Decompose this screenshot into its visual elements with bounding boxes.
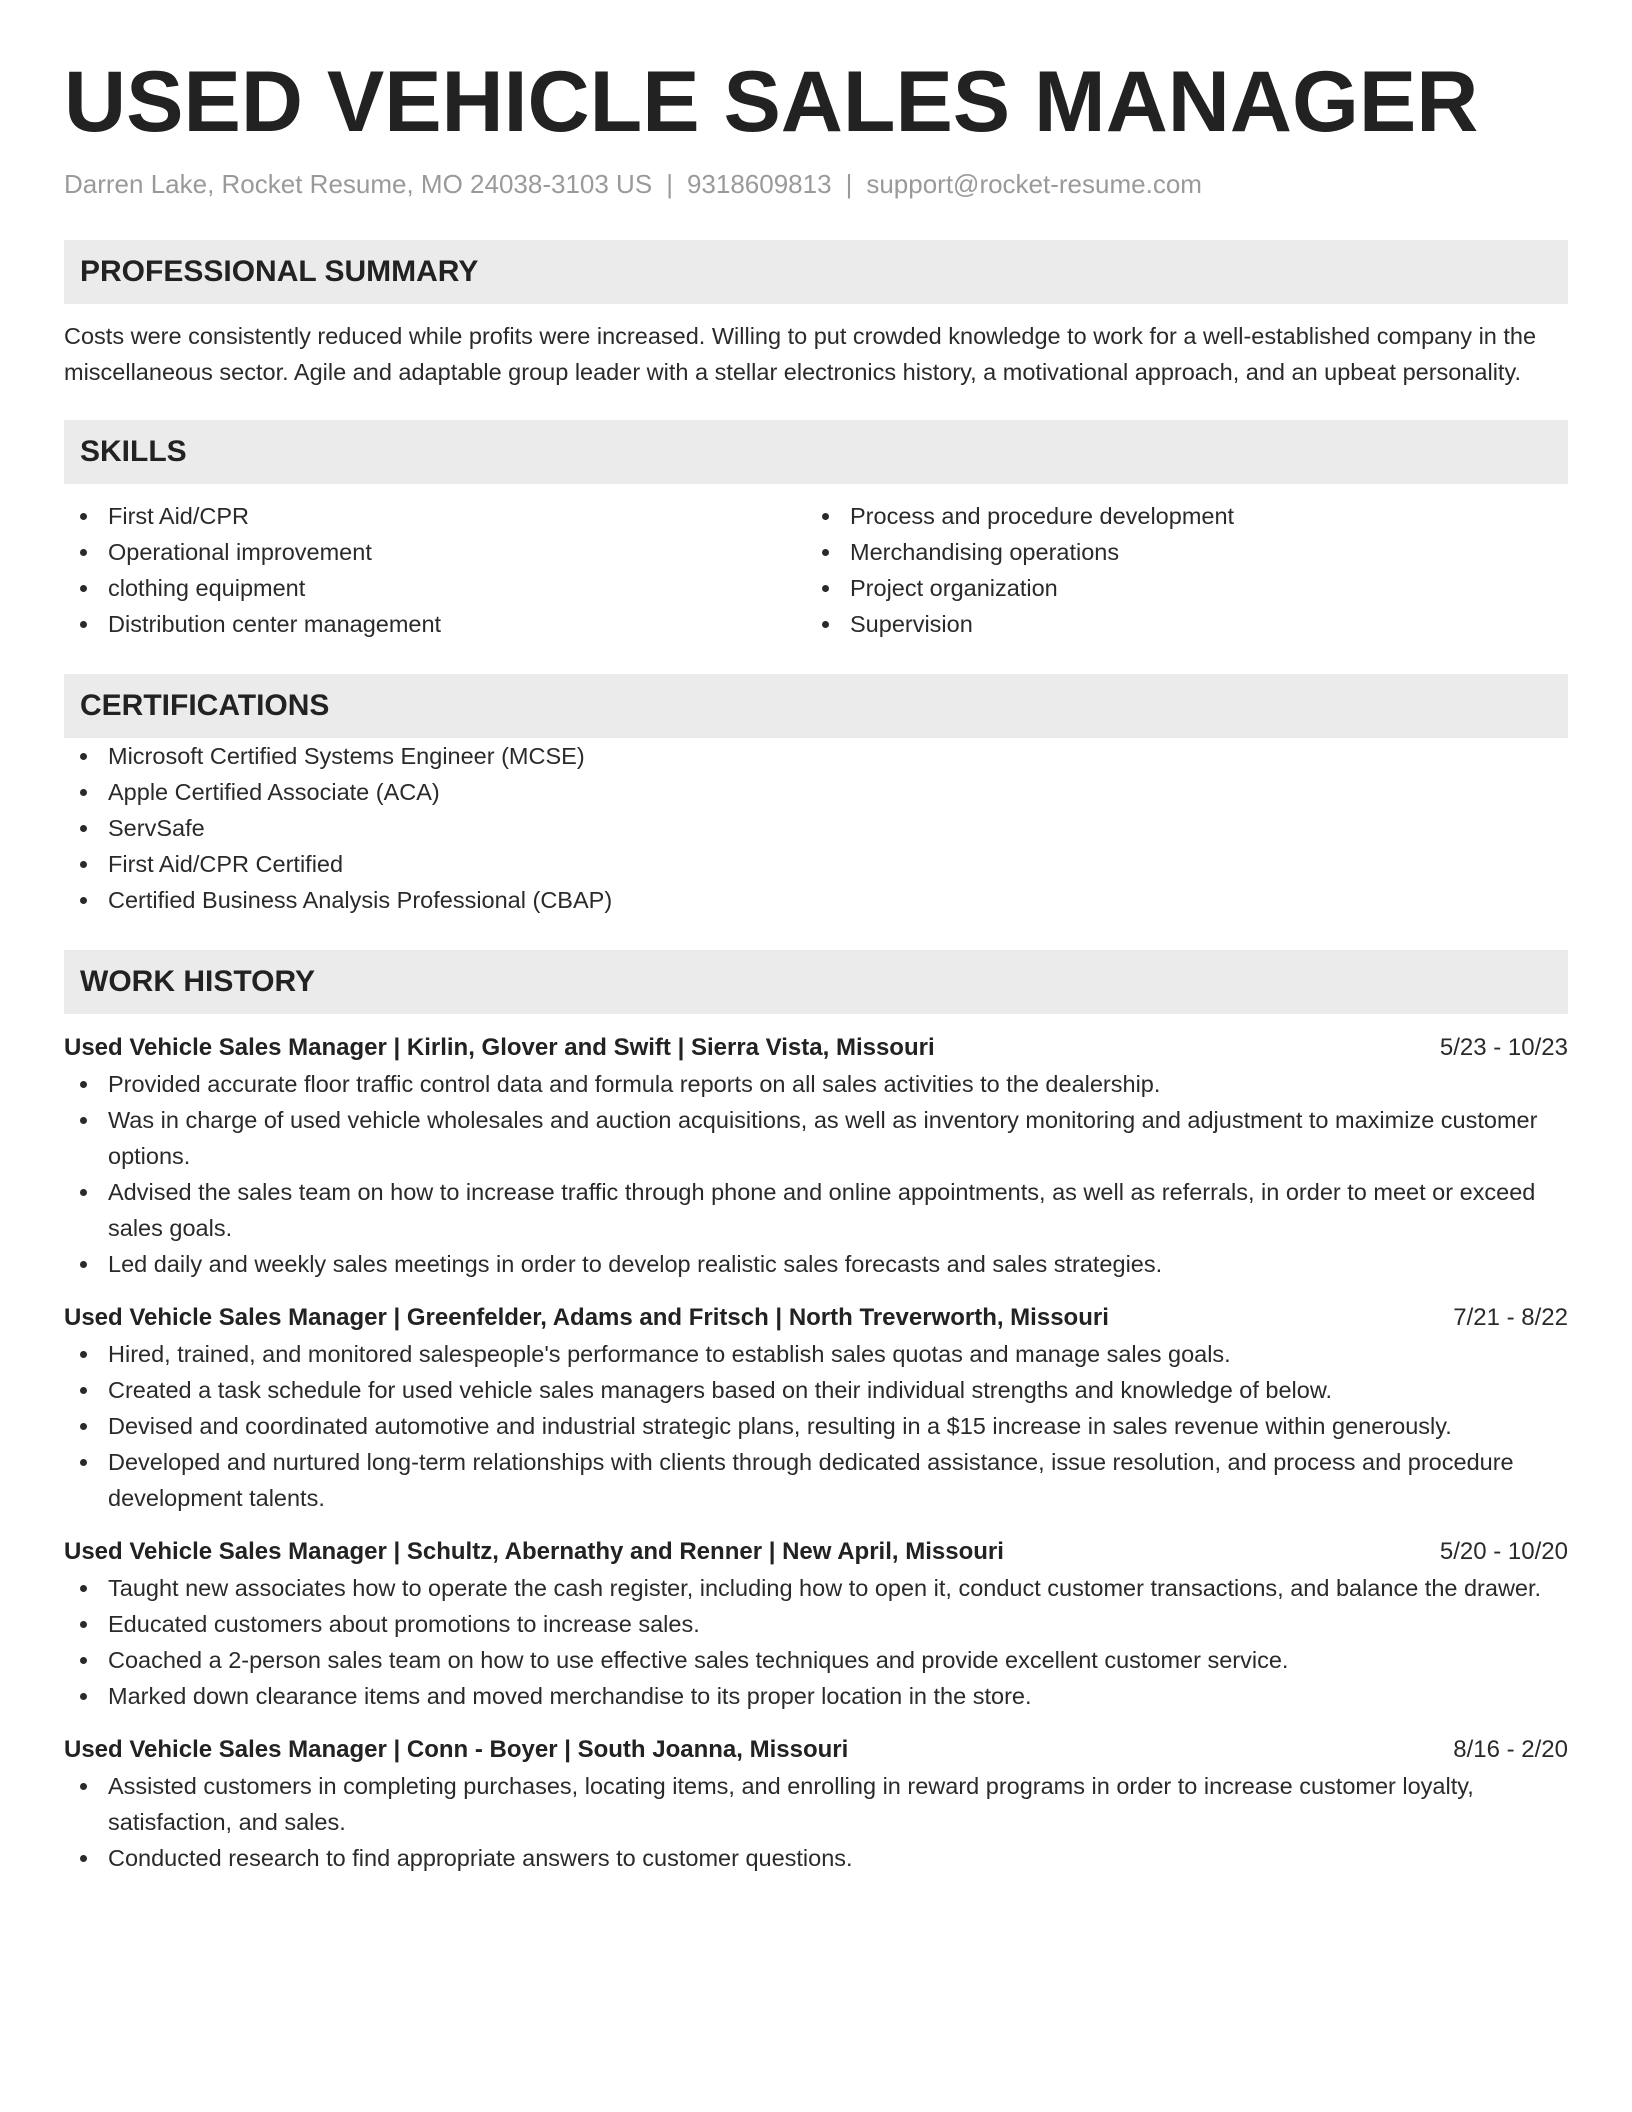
job-bullets [64, 1768, 1568, 1876]
job-bullet: Led daily and weekly sales meetings in order to develop realistic sales forecasts and sales strategies. [64, 1246, 1568, 1282]
skills-grid [64, 498, 1568, 642]
skill-item: Operational improvement [64, 534, 806, 570]
skill-item: Merchandising operations [806, 534, 1548, 570]
skill-item: clothing equipment [64, 570, 806, 606]
certification-item: First Aid/CPR Certified [64, 846, 1568, 882]
job-title: Used Vehicle Sales Manager | Kirlin, Glover and Swift | Sierra Vista, Missouri [64, 1034, 935, 1061]
work-history-heading: WORK HISTORY [64, 950, 1568, 1014]
resume-title: USED VEHICLE SALES MANAGER [64, 54, 1479, 150]
certification-item: ServSafe [64, 810, 1568, 846]
job-bullet: Created a task schedule for used vehicle sales managers based on their individual strengths and knowledge of below. [64, 1372, 1568, 1408]
skill-item: Project organization [806, 570, 1548, 606]
job-bullet: Conducted research to find appropriate answers to customer questions. [64, 1840, 1568, 1876]
job-dates: 7/21 - 8/22 [1453, 1304, 1568, 1331]
skills-list-left [64, 498, 806, 642]
contact-separator: | [666, 169, 673, 199]
skills-list-right [806, 498, 1548, 642]
job-bullet: Assisted customers in completing purchases, locating items, and enrolling in reward programs in order to increase customer loyalty, satisfaction, and sales. [64, 1768, 1568, 1840]
job-dates: 8/16 - 2/20 [1453, 1736, 1568, 1763]
summary-text: Costs were consistently reduced while profits were increased. Willing to put crowded knowledge to work for a well-established company in the miscellaneous sector. Agile and adaptable group leader with a stellar electronics history, a motivational approach, and an upbeat personality. [64, 323, 1537, 385]
job-header [64, 1030, 1568, 1066]
job-entry [64, 1534, 1568, 1714]
certification-item: Apple Certified Associate (ACA) [64, 774, 1568, 810]
contact-email: support@rocket-resume.com [866, 169, 1202, 199]
job-bullets [64, 1336, 1568, 1516]
summary-heading: PROFESSIONAL SUMMARY [64, 240, 1568, 304]
certifications-list [64, 738, 1568, 918]
job-header [64, 1300, 1568, 1336]
job-bullet: Taught new associates how to operate the cash register, including how to open it, conduct customer transactions, and balance the drawer. [64, 1570, 1568, 1606]
job-bullets [64, 1066, 1568, 1282]
job-title: Used Vehicle Sales Manager | Schultz, Abernathy and Renner | New April, Missouri [64, 1538, 1004, 1565]
job-dates: 5/20 - 10/20 [1439, 1538, 1568, 1565]
contact-address: Darren Lake, Rocket Resume, MO 24038-3103 US [64, 169, 653, 199]
job-bullet: Coached a 2-person sales team on how to use effective sales techniques and provide excellent customer service. [64, 1642, 1568, 1678]
certification-item: Microsoft Certified Systems Engineer (MCSE) [64, 738, 1568, 774]
job-entry [64, 1300, 1568, 1516]
certification-item: Certified Business Analysis Professional (CBAP) [64, 882, 1568, 918]
job-title: Used Vehicle Sales Manager | Conn - Boyer | South Joanna, Missouri [64, 1736, 849, 1763]
job-bullet: Was in charge of used vehicle wholesales and auction acquisitions, as well as inventory monitoring and adjustment to maximize customer options. [64, 1102, 1568, 1174]
job-bullet: Devised and coordinated automotive and industrial strategic plans, resulting in a $15 increase in sales revenue within generously. [64, 1408, 1568, 1444]
job-bullet: Educated customers about promotions to increase sales. [64, 1606, 1568, 1642]
contact-line [64, 166, 1568, 202]
skills-heading: SKILLS [64, 420, 1568, 484]
job-bullet: Developed and nurtured long-term relationships with clients through dedicated assistance, issue resolution, and process and procedure development talents. [64, 1444, 1568, 1516]
job-header [64, 1732, 1568, 1768]
skill-item: Distribution center management [64, 606, 806, 642]
contact-phone: 9318609813 [686, 169, 832, 199]
job-entry [64, 1030, 1568, 1282]
job-dates: 5/23 - 10/23 [1439, 1034, 1568, 1061]
job-entry [64, 1732, 1568, 1876]
skill-item: First Aid/CPR [64, 498, 806, 534]
skill-item: Supervision [806, 606, 1548, 642]
job-title: Used Vehicle Sales Manager | Greenfelder, Adams and Fritsch | North Treverworth, Missouri [64, 1304, 1109, 1331]
job-header [64, 1534, 1568, 1570]
job-bullets [64, 1570, 1568, 1714]
job-bullet: Marked down clearance items and moved merchandise to its proper location in the store. [64, 1678, 1568, 1714]
contact-separator: | [845, 169, 853, 199]
job-bullet: Provided accurate floor traffic control data and formula reports on all sales activities to the dealership. [64, 1066, 1568, 1102]
job-bullet: Hired, trained, and monitored salespeople's performance to establish sales quotas and manage sales goals. [64, 1336, 1568, 1372]
certifications-heading: CERTIFICATIONS [64, 674, 1568, 738]
job-bullet: Advised the sales team on how to increase traffic through phone and online appointments, as well as referrals, in order to meet or exceed sales goals. [64, 1174, 1568, 1246]
resume-page [64, 0, 1568, 1876]
skill-item: Process and procedure development [806, 498, 1548, 534]
